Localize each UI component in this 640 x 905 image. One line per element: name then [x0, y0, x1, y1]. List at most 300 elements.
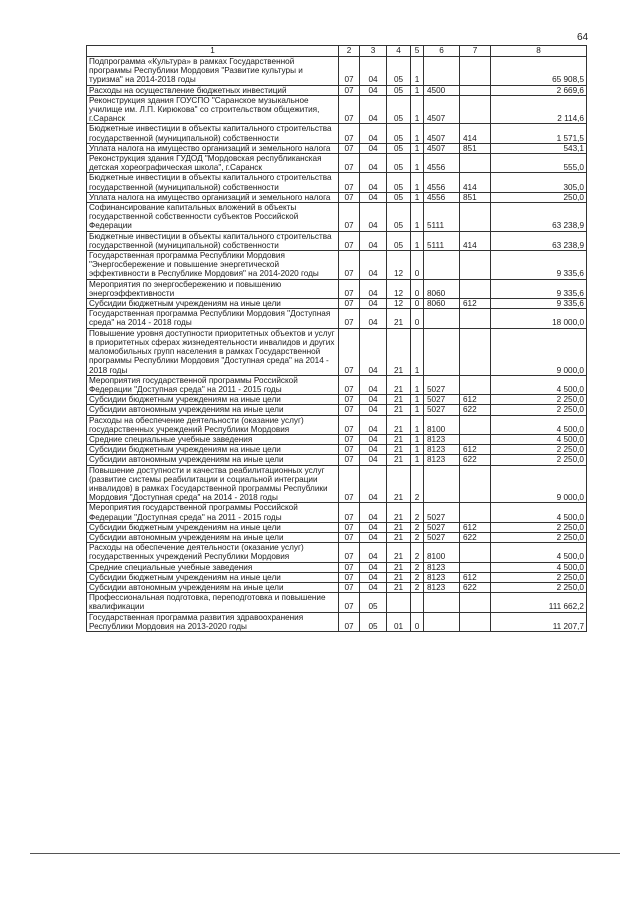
code-program: 21	[387, 395, 411, 405]
row-amount: 4 500,0	[491, 503, 587, 522]
code-subsection: 04	[360, 532, 387, 542]
code-subprogram: 1	[411, 328, 424, 375]
code-target: 5111	[424, 231, 460, 250]
code-subsection: 04	[360, 231, 387, 250]
page-number: 64	[577, 32, 589, 43]
code-target	[424, 328, 460, 375]
code-section: 07	[339, 299, 360, 309]
row-amount: 2 250,0	[491, 532, 587, 542]
code-target	[424, 612, 460, 631]
table-row	[87, 192, 587, 202]
code-program: 21	[387, 522, 411, 532]
row-amount: 63 238,9	[491, 231, 587, 250]
code-section: 07	[339, 85, 360, 95]
code-program	[387, 593, 411, 612]
code-subprogram: 0	[411, 612, 424, 631]
table-row	[87, 562, 587, 572]
row-name: Субсидии бюджетным учреждениям на иные цели	[87, 299, 339, 309]
code-section: 07	[339, 251, 360, 280]
code-subsection: 04	[360, 503, 387, 522]
code-subsection: 04	[360, 445, 387, 455]
row-name: Расходы на обеспечение деятельности (оказание услуг) государственных учреждений Республики Мордовия	[87, 415, 339, 434]
column-header: 3	[360, 46, 387, 57]
code-target: 5027	[424, 503, 460, 522]
code-section: 07	[339, 395, 360, 405]
row-name: Реконструкция здания ГУДОД "Мордовская республиканская детская хореографическая школа", г.Саранск	[87, 154, 339, 173]
code-subsection: 04	[360, 415, 387, 434]
code-program: 12	[387, 299, 411, 309]
code-target: 4556	[424, 154, 460, 173]
code-subsection: 04	[360, 455, 387, 465]
code-target: 8060	[424, 279, 460, 298]
row-amount: 4 500,0	[491, 415, 587, 434]
table-row	[87, 251, 587, 280]
column-header: 5	[411, 46, 424, 57]
table-row	[87, 231, 587, 250]
code-subprogram: 1	[411, 57, 424, 86]
code-subsection: 04	[360, 375, 387, 394]
column-header: 8	[491, 46, 587, 57]
code-section: 07	[339, 154, 360, 173]
code-target: 4507	[424, 124, 460, 143]
row-amount: 63 238,9	[491, 203, 587, 232]
code-expense-type	[460, 95, 491, 124]
code-program: 12	[387, 279, 411, 298]
code-section: 07	[339, 57, 360, 86]
code-program: 21	[387, 532, 411, 542]
row-name: Субсидии бюджетным учреждениям на иные цели	[87, 445, 339, 455]
row-amount: 305,0	[491, 173, 587, 192]
row-name: Бюджетные инвестиции в объекты капитального строительства государственной (муниципальной) собственности	[87, 231, 339, 250]
code-subsection: 04	[360, 124, 387, 143]
row-amount: 4 500,0	[491, 375, 587, 394]
row-name: Мероприятия государственной программы Российской Федерации "Доступная среда" на 2011 - 2015 годы	[87, 503, 339, 522]
code-subprogram: 1	[411, 192, 424, 202]
code-expense-type: 414	[460, 173, 491, 192]
code-subprogram: 2	[411, 522, 424, 532]
code-expense-type	[460, 434, 491, 444]
row-amount: 2 114,6	[491, 95, 587, 124]
code-expense-type	[460, 279, 491, 298]
code-subsection: 04	[360, 192, 387, 202]
row-name: Профессиональная подготовка, переподготовка и повышение квалификации	[87, 593, 339, 612]
code-subprogram: 1	[411, 85, 424, 95]
code-subsection: 04	[360, 405, 387, 415]
row-amount: 2 250,0	[491, 455, 587, 465]
code-subsection: 04	[360, 203, 387, 232]
row-name: Мероприятия государственной программы Российской Федерации "Доступная среда" на 2011 - 2015 годы	[87, 375, 339, 394]
table-row	[87, 124, 587, 143]
row-name: Государственная программа развития здравоохранения Республики Мордовия на 2013-2020 годы	[87, 612, 339, 631]
code-subsection: 04	[360, 251, 387, 280]
table-row	[87, 465, 587, 503]
code-section: 07	[339, 434, 360, 444]
code-subsection: 04	[360, 582, 387, 592]
code-expense-type: 612	[460, 299, 491, 309]
code-subprogram: 2	[411, 465, 424, 503]
code-subsection: 04	[360, 95, 387, 124]
row-amount: 250,0	[491, 192, 587, 202]
table-row	[87, 279, 587, 298]
table-row	[87, 415, 587, 434]
code-target	[424, 465, 460, 503]
code-subsection: 04	[360, 522, 387, 532]
code-subprogram: 1	[411, 173, 424, 192]
code-subsection: 05	[360, 593, 387, 612]
budget-table	[86, 45, 587, 632]
table-row	[87, 532, 587, 542]
row-name: Реконструкция здания ГОУСПО "Саранское музыкальное училище им. Л.П. Кирюкова" со строительством общежития, г.Саранск	[87, 95, 339, 124]
code-program: 05	[387, 203, 411, 232]
code-target: 5027	[424, 375, 460, 394]
code-program: 05	[387, 57, 411, 86]
row-name: Субсидии автономным учреждениям на иные цели	[87, 405, 339, 415]
row-name: Бюджетные инвестиции в объекты капитального строительства государственной (муниципальной) собственности	[87, 173, 339, 192]
table-row	[87, 522, 587, 532]
code-expense-type: 622	[460, 582, 491, 592]
code-subsection: 04	[360, 85, 387, 95]
code-program: 05	[387, 231, 411, 250]
code-expense-type: 612	[460, 522, 491, 532]
code-target: 4507	[424, 95, 460, 124]
table-row	[87, 455, 587, 465]
code-program: 05	[387, 124, 411, 143]
code-expense-type	[460, 612, 491, 631]
code-subsection: 04	[360, 572, 387, 582]
row-name: Подпрограмма «Культура» в рамках Государственной программы Республики Мордовия "Развитие культуры и туризма" на 2014-2018 годы	[87, 57, 339, 86]
code-subprogram: 1	[411, 455, 424, 465]
code-target: 5027	[424, 522, 460, 532]
code-expense-type	[460, 465, 491, 503]
code-target: 4556	[424, 173, 460, 192]
code-target	[424, 57, 460, 86]
table-row	[87, 95, 587, 124]
code-target: 8123	[424, 582, 460, 592]
row-name: Субсидии автономным учреждениям на иные цели	[87, 455, 339, 465]
code-subsection: 04	[360, 299, 387, 309]
code-expense-type: 414	[460, 231, 491, 250]
code-subsection: 04	[360, 143, 387, 153]
code-subprogram: 1	[411, 203, 424, 232]
code-section: 07	[339, 522, 360, 532]
code-program: 21	[387, 572, 411, 582]
code-subsection: 04	[360, 309, 387, 328]
table-row	[87, 434, 587, 444]
code-program: 12	[387, 251, 411, 280]
row-amount: 11 207,7	[491, 612, 587, 631]
code-section: 07	[339, 405, 360, 415]
code-section: 07	[339, 231, 360, 250]
code-section: 07	[339, 124, 360, 143]
code-target: 8060	[424, 299, 460, 309]
code-expense-type	[460, 309, 491, 328]
row-name: Уплата налога на имущество организаций и земельного налога	[87, 192, 339, 202]
code-target: 8123	[424, 572, 460, 582]
table-row	[87, 445, 587, 455]
code-target	[424, 309, 460, 328]
code-expense-type: 851	[460, 143, 491, 153]
code-expense-type: 851	[460, 192, 491, 202]
row-name: Субсидии бюджетным учреждениям на иные цели	[87, 572, 339, 582]
code-program: 01	[387, 612, 411, 631]
code-subprogram: 1	[411, 445, 424, 455]
code-section: 07	[339, 415, 360, 434]
code-program: 05	[387, 154, 411, 173]
row-amount: 2 250,0	[491, 405, 587, 415]
column-header: 2	[339, 46, 360, 57]
row-amount: 9 335,6	[491, 251, 587, 280]
code-section: 07	[339, 279, 360, 298]
code-program: 21	[387, 543, 411, 562]
table-row	[87, 572, 587, 582]
code-section: 07	[339, 143, 360, 153]
code-program: 21	[387, 309, 411, 328]
code-subprogram: 0	[411, 299, 424, 309]
row-name: Бюджетные инвестиции в объекты капитального строительства государственной (муниципальной) собственности	[87, 124, 339, 143]
code-subprogram: 0	[411, 251, 424, 280]
code-subprogram: 1	[411, 143, 424, 153]
code-expense-type	[460, 543, 491, 562]
row-amount: 2 669,6	[491, 85, 587, 95]
code-expense-type: 612	[460, 572, 491, 582]
code-subprogram: 2	[411, 582, 424, 592]
code-target: 4500	[424, 85, 460, 95]
bottom-rule	[30, 853, 620, 854]
code-subsection: 04	[360, 279, 387, 298]
row-name: Субсидии автономным учреждениям на иные цели	[87, 582, 339, 592]
code-target: 4556	[424, 192, 460, 202]
row-amount: 18 000,0	[491, 309, 587, 328]
code-subprogram: 1	[411, 434, 424, 444]
code-subprogram: 2	[411, 572, 424, 582]
row-amount: 4 500,0	[491, 562, 587, 572]
code-expense-type	[460, 593, 491, 612]
row-name: Средние специальные учебные заведения	[87, 562, 339, 572]
code-target: 4507	[424, 143, 460, 153]
table-row	[87, 328, 587, 375]
code-program: 21	[387, 465, 411, 503]
row-name: Софинансирование капитальных вложений в объекты государственной собственности субъектов Российской Федерации	[87, 203, 339, 232]
table-row	[87, 503, 587, 522]
column-header: 4	[387, 46, 411, 57]
code-subprogram: 2	[411, 543, 424, 562]
code-expense-type	[460, 251, 491, 280]
code-program: 21	[387, 328, 411, 375]
code-target: 8123	[424, 455, 460, 465]
row-amount: 2 250,0	[491, 572, 587, 582]
code-program: 21	[387, 445, 411, 455]
row-amount: 555,0	[491, 154, 587, 173]
row-name: Субсидии автономным учреждениям на иные цели	[87, 532, 339, 542]
row-name: Мероприятия по энергосбережению и повышению энергоэффективности	[87, 279, 339, 298]
code-subprogram: 1	[411, 154, 424, 173]
code-target	[424, 251, 460, 280]
code-subsection: 04	[360, 328, 387, 375]
code-program: 21	[387, 582, 411, 592]
code-program: 21	[387, 503, 411, 522]
code-expense-type: 414	[460, 124, 491, 143]
code-subsection: 04	[360, 154, 387, 173]
column-header-row	[87, 46, 587, 57]
row-name: Средние специальные учебные заведения	[87, 434, 339, 444]
code-program: 21	[387, 455, 411, 465]
code-subprogram: 2	[411, 562, 424, 572]
code-section: 07	[339, 562, 360, 572]
code-target: 5027	[424, 405, 460, 415]
row-name: Субсидии бюджетным учреждениям на иные цели	[87, 522, 339, 532]
code-target: 8123	[424, 434, 460, 444]
code-program: 21	[387, 562, 411, 572]
column-header: 6	[424, 46, 460, 57]
code-program: 21	[387, 434, 411, 444]
row-amount: 9 000,0	[491, 465, 587, 503]
code-expense-type: 622	[460, 532, 491, 542]
code-program: 21	[387, 375, 411, 394]
code-section: 07	[339, 612, 360, 631]
code-target: 8123	[424, 445, 460, 455]
code-expense-type	[460, 57, 491, 86]
code-section: 07	[339, 572, 360, 582]
code-program: 05	[387, 173, 411, 192]
table-row	[87, 582, 587, 592]
row-amount: 9 335,6	[491, 279, 587, 298]
code-section: 07	[339, 465, 360, 503]
code-expense-type	[460, 154, 491, 173]
row-name: Уплата налога на имущество организаций и земельного налога	[87, 143, 339, 153]
table-row	[87, 203, 587, 232]
row-amount: 9 335,6	[491, 299, 587, 309]
row-amount: 2 250,0	[491, 445, 587, 455]
code-section: 07	[339, 328, 360, 375]
row-name: Расходы на осуществление бюджетных инвестиций	[87, 85, 339, 95]
code-program: 05	[387, 85, 411, 95]
row-amount: 543,1	[491, 143, 587, 153]
table-row	[87, 593, 587, 612]
code-subsection: 04	[360, 543, 387, 562]
row-name: Государственная программа Республики Мордовия "Доступная среда" на 2014 - 2018 годы	[87, 309, 339, 328]
code-subprogram: 1	[411, 395, 424, 405]
table-row	[87, 85, 587, 95]
code-target	[424, 593, 460, 612]
row-amount: 1 571,5	[491, 124, 587, 143]
code-section: 07	[339, 95, 360, 124]
code-section: 07	[339, 455, 360, 465]
code-expense-type	[460, 328, 491, 375]
code-expense-type	[460, 503, 491, 522]
code-section: 07	[339, 203, 360, 232]
code-subprogram: 1	[411, 124, 424, 143]
code-subsection: 04	[360, 173, 387, 192]
code-program: 05	[387, 95, 411, 124]
code-subprogram: 2	[411, 532, 424, 542]
code-expense-type	[460, 85, 491, 95]
table-row	[87, 375, 587, 394]
code-section: 07	[339, 192, 360, 202]
code-section: 07	[339, 375, 360, 394]
code-subprogram: 2	[411, 503, 424, 522]
table-row	[87, 57, 587, 86]
code-section: 07	[339, 173, 360, 192]
table-row	[87, 405, 587, 415]
column-header: 1	[87, 46, 339, 57]
code-subprogram	[411, 593, 424, 612]
code-subprogram: 1	[411, 375, 424, 394]
code-subsection: 05	[360, 612, 387, 631]
table-row	[87, 543, 587, 562]
row-amount: 111 662,2	[491, 593, 587, 612]
table-row	[87, 299, 587, 309]
code-subsection: 04	[360, 434, 387, 444]
code-subprogram: 0	[411, 309, 424, 328]
code-target: 8100	[424, 415, 460, 434]
code-expense-type	[460, 375, 491, 394]
code-section: 07	[339, 503, 360, 522]
row-amount: 4 500,0	[491, 543, 587, 562]
row-amount: 2 250,0	[491, 522, 587, 532]
row-amount: 2 250,0	[491, 395, 587, 405]
code-expense-type: 612	[460, 395, 491, 405]
table-row	[87, 395, 587, 405]
code-target: 8123	[424, 562, 460, 572]
code-section: 07	[339, 445, 360, 455]
code-program: 21	[387, 405, 411, 415]
code-program: 05	[387, 192, 411, 202]
code-section: 07	[339, 582, 360, 592]
code-expense-type: 622	[460, 405, 491, 415]
row-name: Повышение доступности и качества реабилитационных услуг (развитие системы реабилитации и социальной интеграции инвалидов) в рамках Государственной программы Республики Мордовия "Доступная среда" на 2014 - 2018 годы	[87, 465, 339, 503]
code-expense-type: 622	[460, 455, 491, 465]
row-name: Субсидии бюджетным учреждениям на иные цели	[87, 395, 339, 405]
code-subprogram: 1	[411, 415, 424, 434]
code-expense-type	[460, 415, 491, 434]
row-amount: 65 908,5	[491, 57, 587, 86]
row-name: Повышение уровня доступности приоритетных объектов и услуг в приоритетных сферах жизнедеятельности инвалидов и других маломобильных групп населения в рамках Государственной программы Республики Мордовия "Доступная среда" на 2014 - 2018 годы	[87, 328, 339, 375]
code-subprogram: 0	[411, 279, 424, 298]
code-section: 07	[339, 593, 360, 612]
code-subsection: 04	[360, 562, 387, 572]
code-subprogram: 1	[411, 95, 424, 124]
row-name: Государственная программа Республики Мордовия "Энергосбережение и повышение энергетической эффективности в Республике Мордовия" на 2014-2020 годы	[87, 251, 339, 280]
code-expense-type	[460, 203, 491, 232]
code-target: 5027	[424, 395, 460, 405]
code-section: 07	[339, 309, 360, 328]
code-subprogram: 1	[411, 231, 424, 250]
code-expense-type: 612	[460, 445, 491, 455]
row-name: Расходы на обеспечение деятельности (оказание услуг) государственных учреждений Республики Мордовия	[87, 543, 339, 562]
row-amount: 9 000,0	[491, 328, 587, 375]
code-program: 05	[387, 143, 411, 153]
code-subprogram: 1	[411, 405, 424, 415]
row-amount: 4 500,0	[491, 434, 587, 444]
code-subsection: 04	[360, 395, 387, 405]
code-expense-type	[460, 562, 491, 572]
code-section: 07	[339, 543, 360, 562]
table-row	[87, 309, 587, 328]
table-row	[87, 612, 587, 631]
row-amount: 2 250,0	[491, 582, 587, 592]
code-target: 5027	[424, 532, 460, 542]
code-subsection: 04	[360, 57, 387, 86]
code-subsection: 04	[360, 465, 387, 503]
code-program: 21	[387, 415, 411, 434]
code-target: 5111	[424, 203, 460, 232]
code-section: 07	[339, 532, 360, 542]
table-row	[87, 173, 587, 192]
code-target: 8100	[424, 543, 460, 562]
column-header: 7	[460, 46, 491, 57]
table-row	[87, 154, 587, 173]
table-row	[87, 143, 587, 153]
